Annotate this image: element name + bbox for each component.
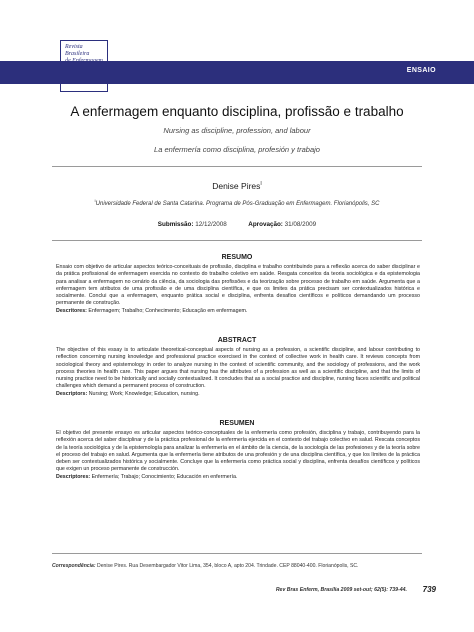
resumen-descriptors-label: Descriptores: (56, 473, 91, 480)
page-number: 739 (422, 585, 436, 594)
logo-line-2: Brasileira (65, 51, 90, 57)
separator-line (52, 553, 422, 554)
header-band (0, 61, 474, 84)
correspondence-label: Correspondência: (52, 563, 96, 569)
resumo-text: Ensaio com objetivo de articular aspectos teórico-conceituais de profissão, disciplina e trabalho contribuindo para a reflexão acerca do saber disciplinar e da prática profissional de enfermagem exercida no contexto do trabalho coletivo em saúde. Resgata conceitos da teoria sociológica e da epistemologia para analisar a enfermagem no cenário da ciência, da sociologia das profissões e da teorização sobre processo de trabalho em saúde. Argumenta que a enfermagem tem atributos de uma profissão e de uma disciplina científica, e que os limites da prática precisam ser contextualizados histórica e socialmente. Conclui que a enfermagem, enquanto prática social e disciplina, enfrenta desafios científicos e políticos demandando um processo permanente de construção. (56, 264, 420, 307)
submitted-label: Submissão: (157, 221, 194, 228)
resumo-heading: RESUMO (221, 254, 253, 261)
abstract-heading: ABSTRACT (217, 337, 257, 344)
author-affiliation (0, 198, 474, 207)
abstract-body (56, 347, 420, 398)
author-superscript: I (260, 181, 262, 188)
resumen-descriptors: Enfermería; Trabajo; Conocimiento; Educación en enfermería. (91, 473, 238, 480)
separator-line (52, 166, 422, 167)
submitted-date: 12/12/2008 (195, 221, 227, 228)
logo-line-1: Revista (65, 44, 83, 50)
correspondence (52, 563, 432, 569)
resumen-heading: RESUMEN (219, 420, 255, 427)
approved-label: Aprovação: (248, 221, 283, 228)
affiliation-text: Universidade Federal de Santa Catarina. Programa de Pós-Graduação em Enfermagem. Florianópolis, SC (95, 201, 380, 207)
author-name (0, 181, 474, 191)
section-label: ENSAIO (406, 67, 436, 74)
resumen-body (56, 430, 420, 481)
submission-dates (0, 221, 474, 228)
affiliation-superscript: I (94, 198, 96, 203)
article-title-es: La enfermería como disciplina, profesión y trabajo (154, 145, 320, 154)
resumo-descriptors: Enfermagem; Trabalho; Conhecimento; Educação em enfermagem. (88, 307, 248, 314)
resumo-descriptors-label: Descritores: (56, 307, 87, 314)
approved-date: 31/08/2009 (284, 221, 317, 228)
resumen-text: El objetivo del presente ensayo es articular aspectos teórico-conceptuales de la enfermería como profesión, disciplina y trabajo, contribuyendo para la reflexión acerca del saber disciplinar y de la práctica profesional de la enfermería ejercida en el contexto del trabajo colectivo en salud. Rescata conceptos de la teoría sociológica y de la epistemología para analizar la enfermería en el ámbito de la ciencia, de la sociología de las profesiones y de la teoría sobre el proceso del trabajo en salud. Argumenta que la enfermería tiene atributos de una profesión y de una disciplina científica, y que los límites de la práctica deben ser contextualizados histórica y socialmente. Concluye que la enfermería como práctica social y disciplina, enfrenta desafíos científicos y políticos que exigen un proceso permanente de construcción. (56, 430, 420, 473)
abstract-descriptors: Nursing; Work; Knowledge; Education, nursing. (88, 390, 200, 397)
article-title: A enfermagem enquanto disciplina, profissão e trabalho (70, 104, 404, 119)
article-title-en: Nursing as discipline, profession, and labour (163, 126, 311, 135)
author-name-text: Denise Pires (212, 181, 261, 191)
separator-line (52, 240, 422, 241)
correspondence-text: Denise Pires. Rua Desembargador Vitor Lima, 354, bloco A, apto 204. Trindade. CEP 88040-400. Florianópolis, SC. (97, 563, 359, 569)
abstract-text: The objective of this essay is to articulate theoretical-conceptual aspects of nursing as a profession, a scientific discipline, and labour contributing to reflection concerning nursing knowledge and professional practice exercised in the context of collective work in health care. It reviews concepts from sociological theory and epistemology in order to analyze nursing in the context of scientific community, and the sociology of professions, and the work process theories in health care. This paper argues that nursing has the attributes of a profession as well as a scientific discipline, and that the limits of nursing practice need to be historically and socially contextualized. It concludes that as a social practice and discipline, nursing faces scientific and political challenges which demand a permanent process of construction. (56, 347, 420, 390)
abstract-descriptors-label: Descriptors: (56, 390, 88, 397)
journal-reference: Rev Bras Enferm, Brasília 2009 set-out; 62(5): 739-44. (275, 587, 407, 593)
resumo-body (56, 264, 420, 315)
